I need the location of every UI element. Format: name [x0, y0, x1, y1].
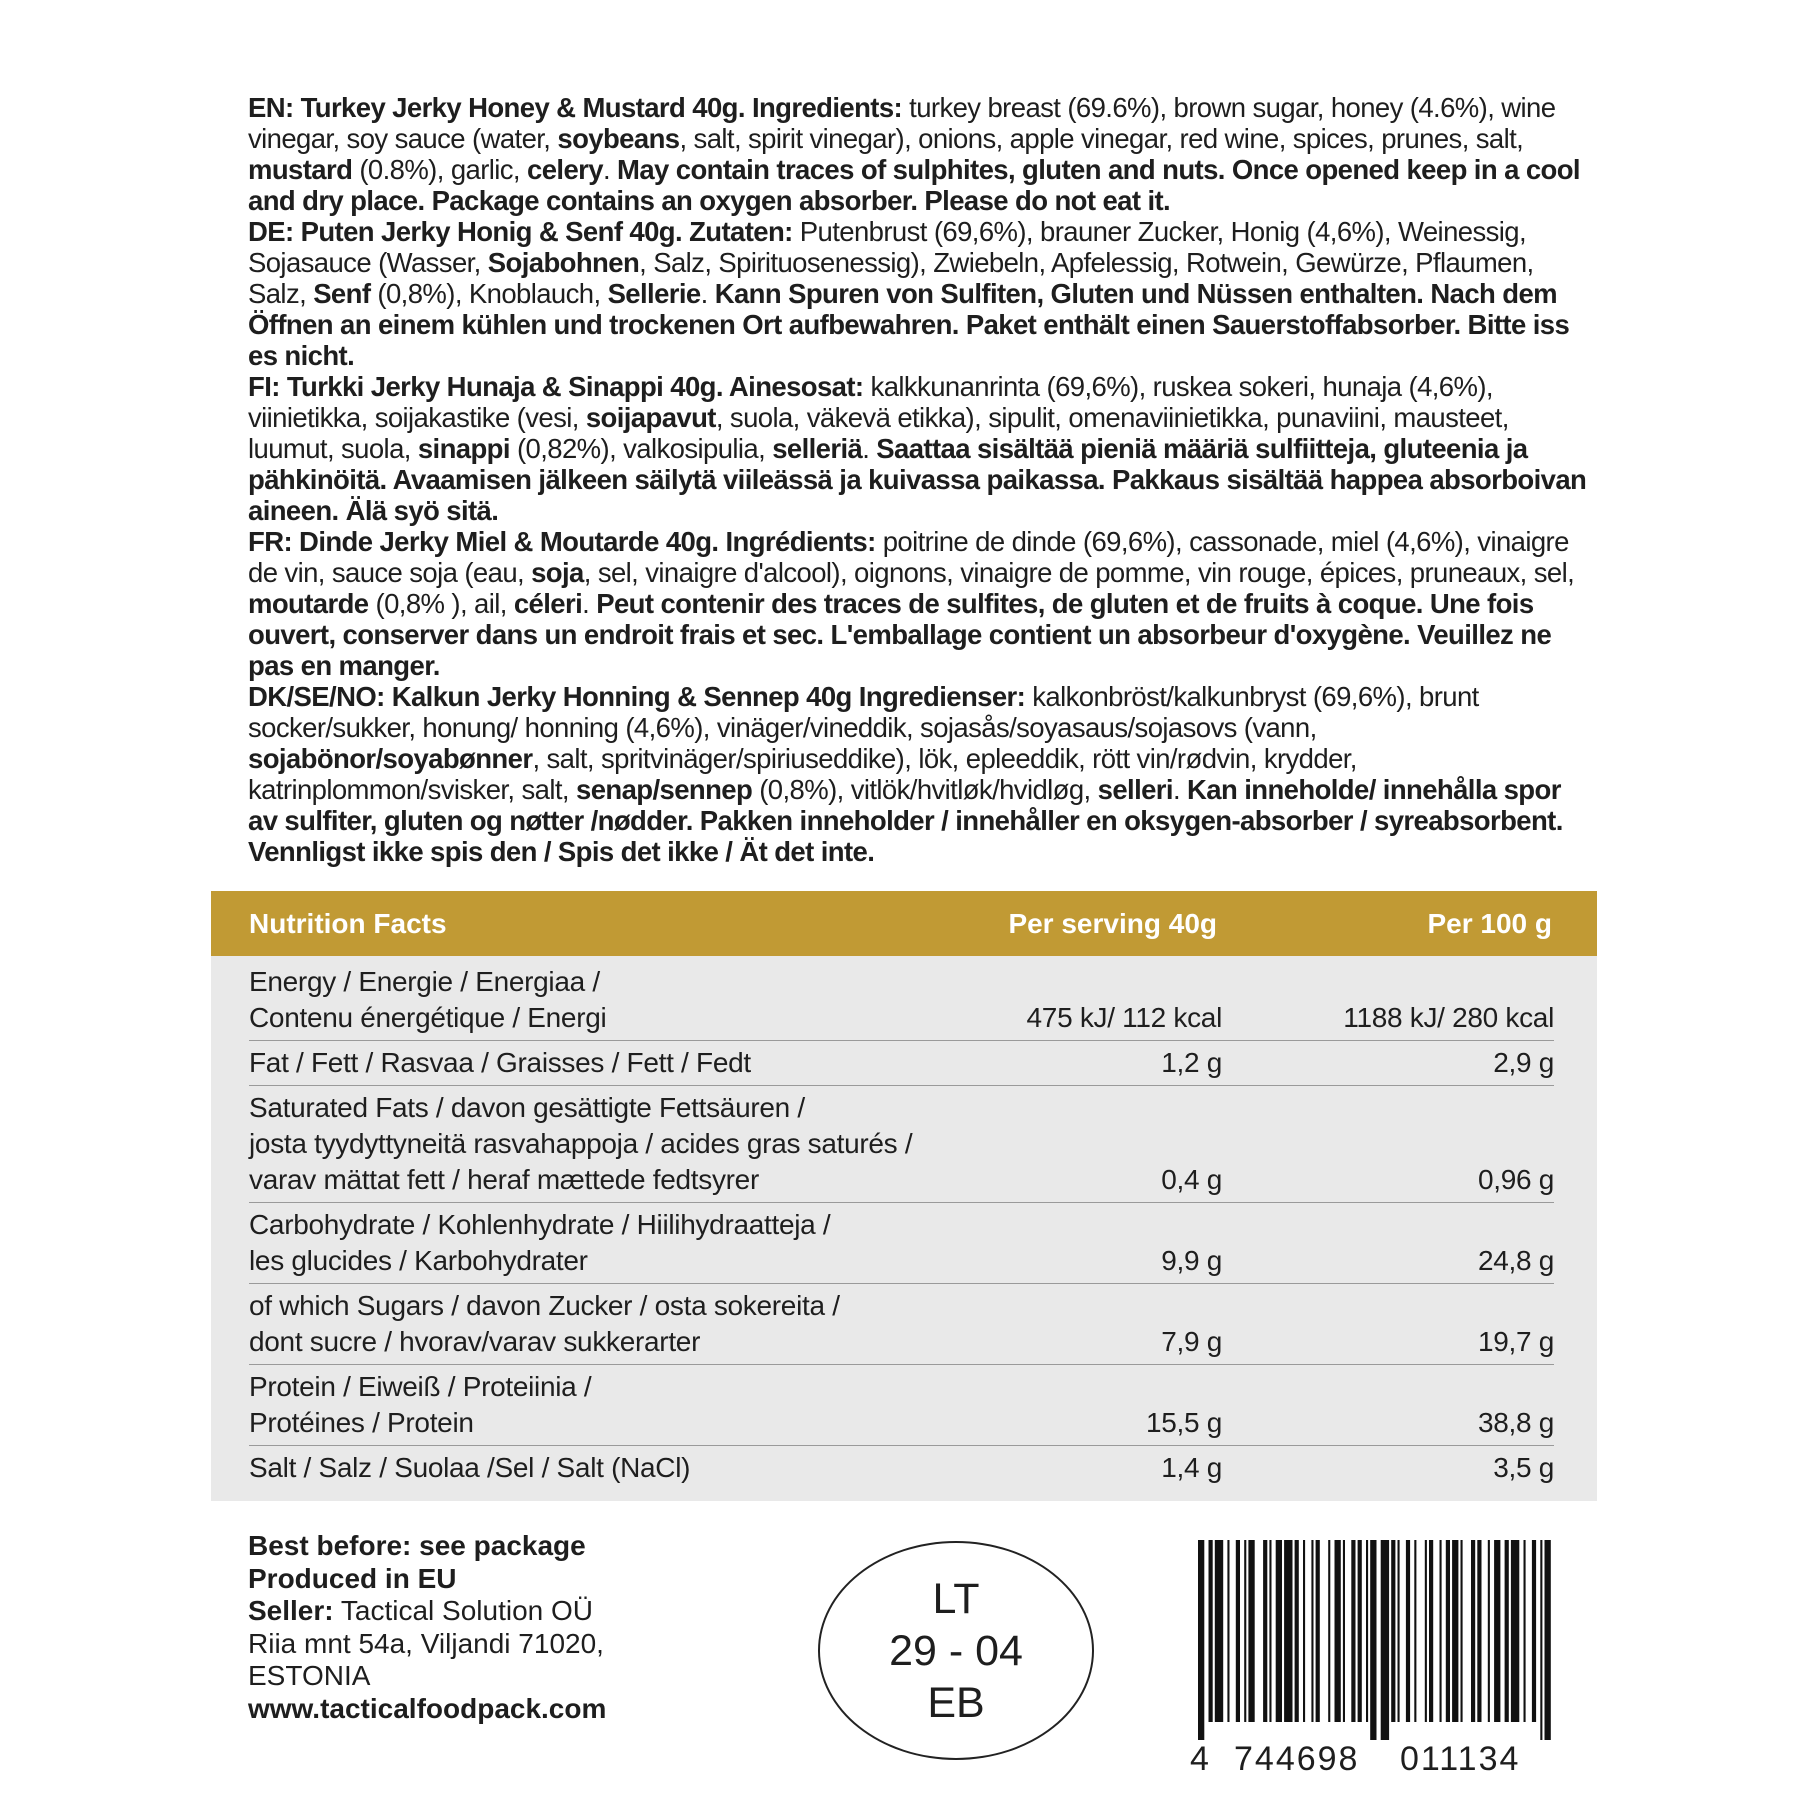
ingredient-run: sinappi	[417, 433, 510, 464]
nutrition-header	[211, 891, 1597, 956]
ingredient-run: (0,82%), valkosipulia,	[509, 433, 773, 464]
barcode-bar	[1505, 1540, 1509, 1722]
seller-label: Seller:	[248, 1595, 334, 1626]
nutrient-label: of which Sugars / davon Zucker / osta sokereita / dont sucre / hvorav/varav sukkerarter	[249, 1290, 840, 1357]
barcode-bar	[1532, 1540, 1536, 1722]
barcode-bar	[1328, 1540, 1330, 1722]
barcode-bar	[1524, 1540, 1526, 1722]
nutrient-label: Protein / Eiweiß / Proteiinia / Protéines / Protein	[249, 1371, 592, 1438]
ingredient-run: Sojabohnen	[487, 247, 640, 278]
ingredient-run: celery	[527, 154, 603, 185]
barcode-bar	[1381, 1540, 1389, 1740]
ingredient-run: , salt, spritvinäger/spiriuseddike), lök, epleeddik, rött vin/rødvin, krydder, katrinplommon/svisker, salt,	[248, 743, 1357, 805]
ingredient-run: , suola, väkevä etikka), sipulit, omenaviinietikka, punaviini, mausteet, luumut, suola,	[248, 402, 1509, 464]
ingredient-run: selleriä	[772, 433, 863, 464]
barcode-bar	[1446, 1540, 1450, 1722]
website-link[interactable]: www.tacticalfoodpack.com	[248, 1692, 607, 1724]
ingredient-run: , sel, vinaigre d'alcool), oignons, vinaigre de pomme, vin rouge, épices, pruneaux, sel,	[583, 557, 1575, 588]
ingredient-run: moutarde	[248, 588, 369, 619]
per-serving-value: 9,9 g	[1161, 1245, 1222, 1276]
barcode-bar	[1263, 1540, 1267, 1722]
barcode-bar	[1488, 1540, 1490, 1722]
per-serving-value: 1,4 g	[1161, 1452, 1222, 1483]
per-100g-header: Per 100 g	[1427, 908, 1552, 939]
nutrition-row	[249, 1086, 1554, 1203]
barcode-bar	[1276, 1540, 1282, 1722]
ingredient-run: Saattaa sisältää pieniä määriä sulfiitteja, gluteenia ja pähkinöitä. Avaamisen jälkeen säilytä viileässä ja kuivassa paikassa. Pakkaus sisältää happea absorboivan aineen. Älä syö sitä.	[248, 433, 1587, 526]
per-100g-value: 3,5 g	[1493, 1452, 1554, 1483]
per-serving-value: 1,2 g	[1161, 1047, 1222, 1078]
ingredient-run: turkey breast (69.6%), brown sugar, honey (4.6%), wine vinegar, soy sauce (water,	[248, 92, 1556, 154]
ingredient-run: May contain traces of sulphites, gluten and nuts. Once opened keep in a cool and dry place. Package contains an oxygen absorber. Please do not eat it.	[248, 154, 1580, 216]
barcode-bar	[1440, 1540, 1442, 1722]
barcode-bar	[1303, 1540, 1305, 1722]
ingredient-run: FR: Dinde Jerky Miel & Moutarde 40g. Ingrédients:	[248, 526, 876, 557]
nutrition-row	[249, 1041, 1554, 1086]
barcode-bar	[1370, 1540, 1376, 1740]
barcode-bar	[1335, 1540, 1341, 1722]
per-100g-value: 0,96 g	[1477, 1164, 1554, 1195]
barcode-bar	[1461, 1540, 1463, 1722]
nutrition-table	[211, 891, 1597, 1501]
barcode-bar	[1227, 1540, 1229, 1722]
nutrition-row	[249, 956, 1554, 1041]
nutrient-label: Fat / Fett / Rasvaa / Graisses / Fett / Fedt	[249, 1047, 751, 1078]
ingredient-run: (0,8%), Knoblauch,	[370, 278, 608, 309]
ingredients-nordic	[248, 681, 1588, 867]
ingredient-run: mustard	[248, 154, 353, 185]
ingredient-run: kalkkunanrinta (69,6%), ruskea sokeri, hunaja (4,6%), viinietikka, soijakastike (vesi,	[248, 371, 1493, 433]
barcode	[1190, 1540, 1560, 1780]
ingredient-run: Sellerie	[607, 278, 701, 309]
ingredients-fi	[248, 371, 1588, 526]
barcode-bar	[1215, 1540, 1223, 1722]
ingredient-run: , Salz, Spirituosenessig), Zwiebeln, Apfelessig, Rotwein, Gewürze, Pflaumen, Salz,	[248, 247, 1534, 309]
barcode-bar	[1244, 1540, 1246, 1722]
barcode-bar	[1429, 1540, 1433, 1722]
ingredient-run: , salt, spirit vinegar), onions, apple vinegar, red wine, spices, prunes, salt,	[679, 123, 1524, 154]
barcode-bar	[1316, 1540, 1320, 1722]
barcode-bar	[1351, 1540, 1355, 1722]
ingredient-run: .	[602, 154, 618, 185]
nutrition-row	[249, 1365, 1554, 1446]
barcode-bar	[1452, 1540, 1458, 1722]
barcode-bar	[1511, 1540, 1519, 1722]
ingredient-run: soijapavut	[585, 402, 716, 433]
barcode-bar	[1269, 1540, 1271, 1722]
per-100g-value: 38,8 g	[1477, 1407, 1554, 1438]
barcode-bar	[1414, 1540, 1416, 1722]
ingredient-run: senap/sennep	[576, 774, 753, 805]
ingredient-run: poitrine de dinde (69,6%), cassonade, miel (4,6%), vinaigre de vin, sauce soja (eau,	[248, 526, 1569, 588]
ingredient-run: .	[1172, 774, 1188, 805]
per-100g-value: 2,9 g	[1493, 1047, 1554, 1078]
per-serving-value: 475 kJ/ 112 kcal	[1026, 1002, 1222, 1033]
ingredient-run: soybeans	[557, 123, 680, 154]
barcode-first-digit: 4	[1190, 1740, 1211, 1778]
barcode-bar	[1540, 1540, 1542, 1740]
ingredient-run: Peut contenir des traces de sulfites, de gluten et de fruits à coque. Une fois ouvert, conserver dans un endroit frais et sec. L'emballage contient un absorbeur d'oxygène. Veuillez ne pas en manger.	[248, 588, 1552, 681]
barcode-left-group: 744698	[1234, 1740, 1360, 1778]
nutrient-label: Salt / Salz / Suolaa /Sel / Salt (NaCl)	[249, 1452, 691, 1483]
ingredient-run: Kann Spuren von Sulfiten, Gluten und Nüssen enthalten. Nach dem Öffnen an einem kühlen und trockenen Ort aufbewahren. Paket enthält einen Sauerstoffabsorber. Bitte iss es nicht.	[248, 278, 1570, 371]
barcode-bar	[1198, 1540, 1204, 1740]
barcode-bar	[1209, 1540, 1213, 1722]
lot-line-2: 29 - 04	[889, 1626, 1023, 1675]
ingredients-fr	[248, 526, 1588, 681]
ingredients-en	[248, 92, 1588, 216]
barcode-bar	[1236, 1540, 1240, 1722]
barcode-bars	[1190, 1540, 1560, 1740]
ingredient-run: Putenbrust (69,6%), brauner Zucker, Honig (4,6%), Weinessig, Sojasauce (Wasser,	[248, 216, 1527, 278]
barcode-bar	[1311, 1540, 1313, 1722]
per-100g-value: 19,7 g	[1477, 1326, 1554, 1357]
lot-line-1: LT	[932, 1574, 980, 1623]
ingredient-run: Senf	[313, 278, 371, 309]
per-100g-value: 24,8 g	[1477, 1245, 1554, 1276]
address-line-1: Riia mnt 54a, Viljandi 71020,	[248, 1627, 604, 1659]
ingredient-run: sojabönor/soyabønner	[248, 743, 533, 774]
barcode-bar	[1398, 1540, 1400, 1722]
ingredient-run: Kan inneholde/ innehålla spor av sulfiter, gluten og nøtter /nødder. Pakken inneholder / innehåller en oksygen-absorber / syreabsorbent. Vennligst ikke spis den / Spis det ikke / Ät det inte.	[248, 774, 1563, 867]
nutrition-row	[249, 1446, 1554, 1490]
lot-line-3: EB	[927, 1678, 985, 1727]
ingredient-run: FI: Turkki Jerky Hunaja & Sinappi 40g. Ainesosat:	[248, 371, 864, 402]
barcode-bar	[1391, 1540, 1395, 1722]
barcode-bar	[1406, 1540, 1410, 1722]
barcode-bar	[1295, 1540, 1299, 1722]
ingredient-run: DE: Puten Jerky Honig & Senf 40g. Zutaten:	[248, 216, 793, 247]
seller-name: Tactical Solution OÜ	[333, 1595, 593, 1626]
barcode-bar	[1358, 1540, 1362, 1722]
ingredient-run: kalkonbröst/kalkunbryst (69,6%), brunt socker/sukker, honung/ honning (4,6%), vinäger/vineddik, sojasås/soyasaus/sojasovs (vann,	[248, 681, 1479, 743]
per-serving-value: 0,4 g	[1161, 1164, 1222, 1195]
lot-code-stamp	[818, 1541, 1094, 1760]
nutrition-row	[249, 1203, 1554, 1284]
seller-info	[248, 1530, 606, 1725]
per-100g-value: 1188 kJ/ 280 kcal	[1343, 1002, 1554, 1033]
nutrient-label: Energy / Energie / Energiaa / Contenu énergétique / Energi	[249, 966, 607, 1033]
address-line-2: ESTONIA	[248, 1660, 371, 1691]
nutrition-row	[249, 1284, 1554, 1365]
per-serving-value: 7,9 g	[1161, 1326, 1222, 1357]
ingredient-run: soja	[531, 557, 584, 588]
barcode-bar	[1248, 1540, 1254, 1722]
ingredient-run: céleri	[513, 588, 583, 619]
ingredient-run: (0,8% ), ail,	[368, 588, 514, 619]
per-serving-value: 15,5 g	[1145, 1407, 1222, 1438]
ingredient-run: EN: Turkey Jerky Honey & Mustard 40g. Ingredients:	[248, 92, 903, 123]
best-before: Best before: see package	[248, 1530, 586, 1561]
barcode-bar	[1366, 1540, 1368, 1722]
barcode-bar	[1425, 1540, 1427, 1722]
ingredient-run: .	[700, 278, 715, 309]
nutrient-label: Carbohydrate / Kohlenhydrate / Hiilihydraatteja / les glucides / Karbohydrater	[249, 1209, 831, 1276]
produced-in: Produced in EU	[248, 1562, 457, 1594]
ingredient-run: (0.8%), garlic,	[352, 154, 528, 185]
ingredient-run: .	[862, 433, 877, 464]
barcode-bar	[1284, 1540, 1292, 1722]
nutrition-rows	[211, 956, 1597, 1490]
ingredients-text	[248, 92, 1588, 867]
barcode-bar	[1343, 1540, 1345, 1722]
ingredient-run: .	[582, 588, 597, 619]
barcode-bar	[1494, 1540, 1500, 1722]
barcode-right-group: 011134	[1400, 1740, 1521, 1778]
nutrient-label: Saturated Fats / davon gesättigte Fettsäuren / josta tyydyttyneitä rasvahappoja / acides gras saturés / varav mättat fett / heraf mættede fedtsyrer	[249, 1092, 913, 1195]
barcode-bar	[1477, 1540, 1481, 1722]
ingredient-run: DK/SE/NO: Kalkun Jerky Honning & Sennep 40g Ingredienser:	[248, 681, 1026, 712]
nutrition-title: Nutrition Facts	[249, 908, 447, 939]
barcode-bar	[1545, 1540, 1551, 1740]
ingredients-de	[248, 216, 1588, 371]
ingredient-run: (0,8%), vitlök/hvitløk/hvidløg,	[752, 774, 1098, 805]
ingredient-run: selleri	[1097, 774, 1173, 805]
per-serving-header: Per serving 40g	[1008, 908, 1217, 939]
barcode-bar	[1471, 1540, 1475, 1722]
